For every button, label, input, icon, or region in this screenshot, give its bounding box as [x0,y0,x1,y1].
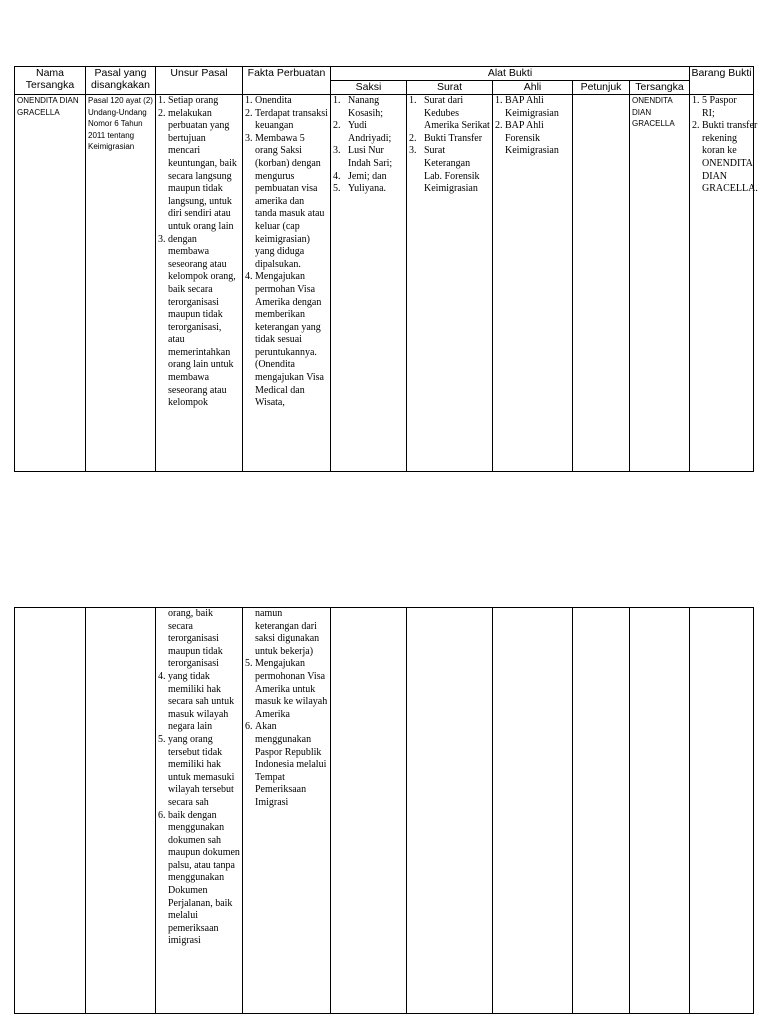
fakta-list-cont [245,608,328,810]
barang-bukti-item: 1. 5 Paspor RI; [692,95,737,119]
cell-petunjuk [573,95,630,472]
cell-surat-cont [407,608,493,1014]
header-barang-bukti: Barang Bukti [690,67,754,95]
cell-ahli [493,95,573,472]
fakta-item: 3. Membawa 5 orang Saksi (korban) dengan mengurus pembuatan visa amerika dan tanda masuk atau keluar (cap keimigrasian) yang diduga dipalsukan. [245,132,325,270]
cell-tersangka: ONENDITA DIAN GRACELLA [630,95,690,472]
cell-pasal: Pasal 120 ayat (2) Undang-Undang Nomor 6 Tahun 2011 tentang Keimigrasian [86,95,156,472]
cell-unsur-pasal [156,95,243,472]
header-saksi: Saksi [331,81,407,95]
cell-barang-bukti [690,95,758,472]
unsur-item: 3. dengan membawa seseorang atau kelompok orang, baik secara terorganisasi maupun tidak terorganisasi, atau memerintahkan orang lain untuk membawa seseorang atau kelompok [158,233,236,409]
cell-fakta-perbuatan [243,95,331,472]
surat-item: 3. Surat Keterangan Lab. Forensik Keimigrasian [409,145,480,195]
cell-fakta-perbuatan-cont [243,608,331,1014]
barang-bukti-list [692,95,758,196]
header-petunjuk: Petunjuk [573,81,630,95]
unsur-list [158,95,240,410]
fakta-item: 6. Akan menggunakan Paspor Republik Indonesia melalui Tempat Pemeriksaan Imigrasi [245,721,327,808]
evidence-table-page-2 [14,607,754,1014]
fakta-list [245,95,328,410]
header-nama-tersangka: Nama Tersangka [15,67,86,95]
header-surat: Surat [407,81,493,95]
barang-bukti-item: 2. Bukti transfer rekening koran ke ONENDITA DIAN GRACELLA. [692,120,758,195]
ahli-list [495,95,570,158]
cell-surat [407,95,493,472]
cell-ahli-cont [493,608,573,1014]
cell-pasal-cont [86,608,156,1014]
unsur-item: 5. yang orang tersebut tidak memiliki hak untuk memasuki wilayah tersebut secara sah [158,733,235,808]
header-fakta-perbuatan: Fakta Perbuatan [243,67,331,95]
header-alat-bukti: Alat Bukti [331,67,690,81]
saksi-item: 3. Lusi Nur Indah Sari; [333,145,393,169]
cell-tersangka-cont [630,608,690,1014]
header-pasal: Pasal yang disangkakan [86,67,156,95]
fakta-item: 2. Terdapat transaksi keuangan [245,107,328,132]
saksi-item: 1. Nanang Kosasih; [333,95,383,119]
surat-item: 1. Surat dari Kedubes Amerika Serikat [409,95,490,132]
ahli-item: 2. BAP Ahli Forensik Keimigrasian [495,120,559,157]
ahli-item: 1. BAP Ahli Keimigrasian [495,95,559,119]
fakta-item-cont: namun keterangan dari saksi digunakan untuk bekerja) [255,608,320,657]
fakta-item: 5. Mengajukan permohonan Visa Amerika untuk masuk ke wilayah Amerika [245,658,328,720]
unsur-item: 2. melakukan perbuatan yang bertujuan mencari keuntungan, baik secara langsung maupun tidak langsung, untuk diri sendiri atau untuk orang lain [158,107,237,232]
saksi-list [333,95,404,196]
cell-nama-tersangka: ONENDITA DIAN GRACELLA [15,95,86,472]
fakta-item: 1. Onendita [245,95,292,106]
fakta-item: 4. Mengajukan permohan Visa Amerika dengan memberikan keterangan yang tidak sesuai peruntukannya. (Onendita mengajukan Visa Medical dan Wisata, [245,271,324,409]
cell-barang-bukti-cont [690,608,754,1014]
cell-saksi [331,95,407,472]
saksi-item: 5. Yuliyana. [333,183,387,195]
surat-list [409,95,490,196]
cell-nama-tersangka-cont [15,608,86,1014]
unsur-list-cont [158,608,240,948]
header-tersangka: Tersangka [630,81,690,95]
unsur-item: 4. yang tidak memiliki hak secara sah untuk masuk wilayah negara lain [158,670,235,733]
saksi-item: 4. Jemi; dan [333,170,387,182]
header-ahli: Ahli [493,81,573,95]
header-unsur-pasal: Unsur Pasal [156,67,243,95]
unsur-item: 1. Setiap orang [158,95,219,106]
evidence-table-page-1 [14,66,758,472]
unsur-item-cont: orang, baik secara terorganisasi maupun tidak terorganisasi [168,608,223,670]
cell-saksi-cont [331,608,407,1014]
cell-unsur-pasal-cont [156,608,243,1014]
unsur-item: 6. baik dengan menggunakan dokumen sah maupun dokumen palsu, atau tanpa menggunakan Dokumen Perjalanan, baik melalui pemeriksaan imigrasi [158,809,240,947]
saksi-item: 2. Yudi Andriyadi; [333,120,392,144]
surat-item: 2. Bukti Transfer [409,132,483,144]
cell-petunjuk-cont [573,608,630,1014]
